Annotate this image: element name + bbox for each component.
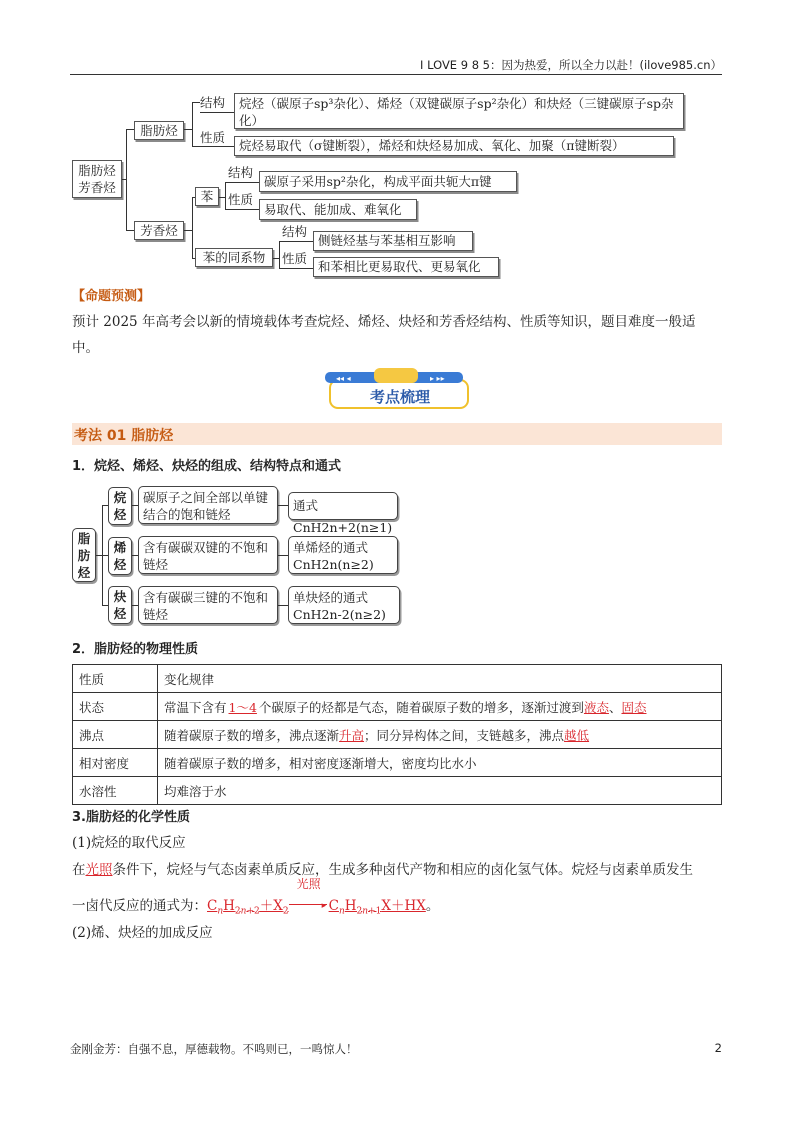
table-row [73,693,722,721]
s3-equation-line: 一卤代反应的通式为：$C_nH_{2n+2}+X_2$ 光照 ▸ $C_nH_{2n+1}X+HX$。 [72,877,440,917]
prediction-text: 预计 2025 年高考会以新的情境载体考查烷烃、烯烃、炔烃和芳香烃结构、性质等知识，题目难度一般适中。 [72,314,696,356]
alkyne-desc-box: 含有碳碳三键的不饱和链烃 [138,586,278,624]
homolog-structure-box: 侧链烃基与苯基相互影响 [313,231,473,251]
benzene-property-label: 性质 [228,192,254,207]
homolog-property-label: 性质 [282,251,308,266]
aliphatic-structure-box: 烷烃（碳原子sp³杂化）、烯烃（双键碳原子sp²杂化）和炔烃（三键碳原子sp杂化） [234,93,684,129]
table-cell: 相对密度 [73,749,158,777]
table-cell: 沸点 [73,721,158,749]
benzene-structure-box: 碳原子采用sp²杂化，构成平面共轭大π键 [259,171,517,192]
page-footer [70,1041,722,1057]
table-header-cell: 性质 [73,665,158,693]
alkane-formula-box: 通式CnH2n+2(n≥1) [288,492,398,520]
banner-text: 考点梳理 [369,388,430,406]
mindmap-homolog: 苯的同系物 [195,248,273,267]
table-cell: 常温下含有 1～4 个碳原子的烃都是气态，随着碳原子数的增多，逐渐过渡到液态、固态 [158,693,722,721]
substitution-equation: $C_nH_{2n+2}+X_2$ 光照 ▸ $C_nH_{2n+1}X+HX$ [207,877,426,917]
equation-condition: 光照 [296,877,321,891]
footer-motto: 金刚金芳：自强不息，厚德载物。不鸣则已，一鸣惊人！ [70,1042,358,1056]
table-cell: 均难溶于水 [158,777,722,805]
s3-sub2: (2)烯、炔烃的加成反应 [72,925,213,941]
method-title: 考法 01 脂肪烃 [74,428,174,444]
page-header: I LOVE 9 8 5：因为热爱，所以全力以赴！(ilove985.cn） [420,58,722,72]
homolog-structure-label: 结构 [282,224,308,239]
aliphatic-structure-label: 结构 [200,95,226,110]
table-row [73,721,722,749]
table-cell: 水溶性 [73,777,158,805]
alkyne-formula-box: 单炔烃的通式CnH2n-2(n≥2) [288,586,400,624]
benzene-structure-label: 结构 [228,165,254,180]
prediction-title: 【命题预测】 [72,289,151,304]
page-number: 2 [714,1041,722,1055]
svg-text:◂◂ ◂: ◂◂ ◂ [336,374,351,383]
homolog-property-box: 和苯相比更易取代、更易氧化 [313,257,499,277]
alkane-box: 烷烃 [108,487,132,525]
mindmap-root: 脂肪烃 芳香烃 [72,160,122,198]
mindmap-benzene: 苯 [195,187,219,206]
svg-text:▸ ▸▸: ▸ ▸▸ [430,374,445,383]
s1-root: 脂肪烃 [72,528,96,582]
aliphatic-property-box: 烷烃易取代（σ键断裂），烯烃和炔烃易加成、氧化、加聚（π键断裂） [234,136,674,156]
alkane-desc-box: 碳原子之间全部以单键结合的饱和链烃 [138,486,278,524]
mindmap-aliphatic: 脂肪烃 [134,121,184,140]
aliphatic-property-label: 性质 [200,130,226,145]
table-header-cell: 变化规律 [158,665,722,693]
mindmap-aromatic: 芳香烃 [134,221,184,240]
s2-title: 2．脂肪烃的物理性质 [72,642,199,657]
table-row [73,749,722,777]
table-cell: 状态 [73,693,158,721]
alkene-box: 烯烃 [108,537,132,575]
s3-title: 3.脂肪烃的化学性质 [72,810,190,825]
table-row [73,777,722,805]
alkene-formula-box: 单烯烃的通式CnH2n(n≥2) [288,536,398,574]
s1-title: 1．烷烃、烯烃、炔烃的组成、结构特点和通式 [72,459,342,474]
table-cell: 随着碳原子数的增多，沸点逐渐升高；同分异构体之间，支链越多，沸点越低 [158,721,722,749]
alkene-desc-box: 含有碳碳双键的不饱和链烃 [138,536,278,574]
physical-properties-table [72,664,722,805]
table-header-row [73,665,722,693]
s3-paragraph: 在光照条件下，烷烃与气态卤素单质反应，生成多种卤代产物和相应的卤化氢气体。烷烃与卤素单质发生 [72,862,693,878]
section-banner [322,368,470,410]
benzene-property-box: 易取代、能加成、难氧化 [259,199,417,220]
table-cell: 随着碳原子数的增多，相对密度逐渐增大，密度均比水小 [158,749,722,777]
s3-sub1: (1)烷烃的取代反应 [72,835,186,851]
header-rule [70,74,722,75]
alkyne-box: 炔烃 [108,586,132,624]
